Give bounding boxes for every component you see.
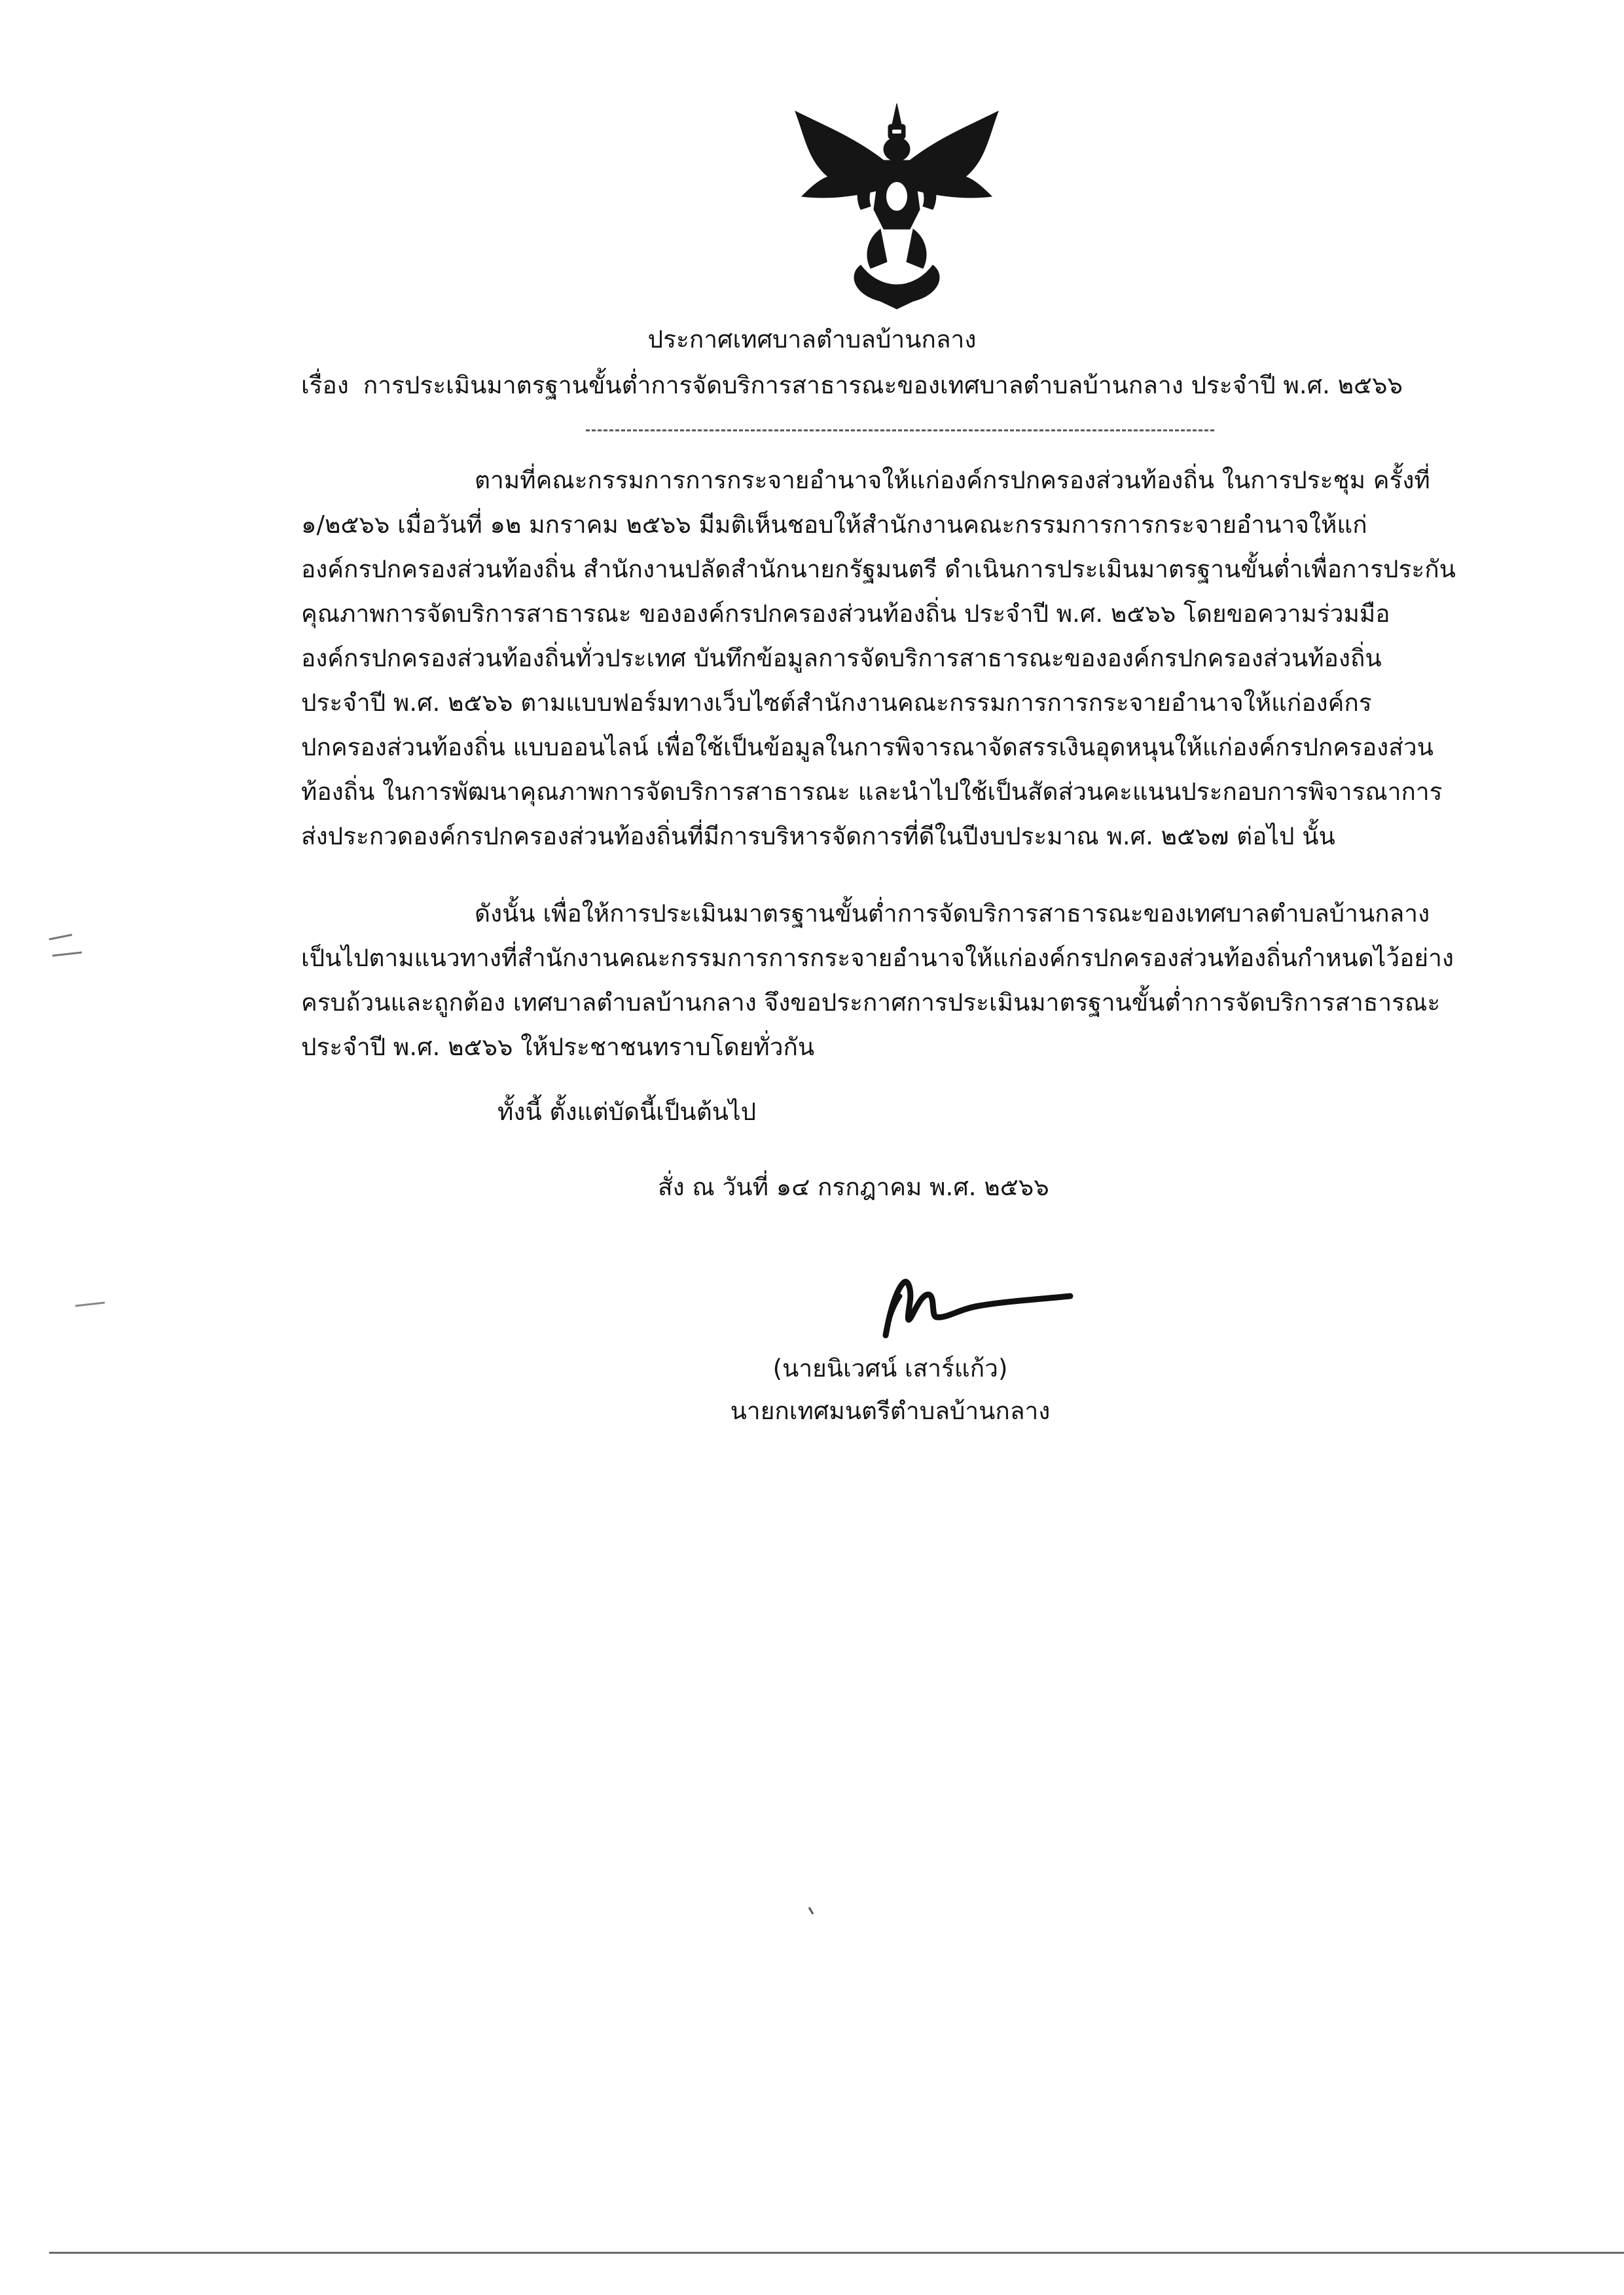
paragraph-1-line: องค์กรปกครองส่วนท้องถิ่นทั่วประเทศ บันทึกข้อมูลการจัดบริการสาธารณะขององค์กรปกครองส่วนท้องถิ่น xyxy=(301,644,1382,672)
subject-line xyxy=(157,370,1499,401)
paragraph-1-line: ๑/๒๕๖๖ เมื่อวันที่ ๑๒ มกราคม ๒๕๖๖ มีมติเห็นชอบให้สำนักงานคณะกรรมการการกระจายอำนาจให้แก่ xyxy=(301,511,1367,539)
paragraph-2-line: ดังนั้น เพื่อให้การประเมินมาตรฐานขั้นต่ำการจัดบริการสาธารณะของเทศบาลตำบลบ้านกลาง xyxy=(475,899,1430,928)
paragraph-2-line: เป็นไปตามแนวทางที่สำนักงานคณะกรรมการการกระจายอำนาจให้แก่องค์กรปกครองส่วนท้องถิ่นกำหนดไว้อย่าง xyxy=(301,944,1454,972)
paragraph-2-line: ครบถ้วนและถูกต้อง เทศบาลตำบลบ้านกลาง จึงขอประกาศการประเมินมาตรฐานขั้นต่ำการจัดบริการสาธารณะ xyxy=(301,988,1441,1017)
paragraph-1-line: ตามที่คณะกรรมการการกระจายอำนาจให้แก่องค์กรปกครองส่วนท้องถิ่น ในการประชุม ครั้งที่ xyxy=(475,466,1430,494)
scan-artifact xyxy=(805,1905,818,1918)
paragraph-1-line: ท้องถิ่น ในการพัฒนาคุณภาพการจัดบริการสาธารณะ และนำไปใช้เป็นสัดส่วนคะแนนประกอบการพิจารณาการ xyxy=(301,778,1443,806)
paragraph-1-line: องค์กรปกครองส่วนท้องถิ่น สำนักงานปลัดสำนักนายกรัฐมนตรี ดำเนินการประเมินมาตรฐานขั้นต่ำเพื่อการประกัน xyxy=(301,555,1456,583)
paragraph-1-line: คุณภาพการจัดบริการสาธารณะ ขององค์กรปกครองส่วนท้องถิ่น ประจำปี พ.ศ. ๒๕๖๖ โดยขอความร่วมมือ xyxy=(301,600,1390,628)
document-body xyxy=(301,458,1492,1070)
page-bottom-edge xyxy=(49,2252,1624,2254)
subject-text: การประเมินมาตรฐานขั้นต่ำการจัดบริการสาธารณะของเทศบาลตำบลบ้านกลาง ประจำปี พ.ศ. ๒๕๖๖ xyxy=(363,371,1403,399)
paragraph-1-line: ประจำปี พ.ศ. ๒๕๖๖ ตามแบบฟอร์มทางเว็บไซต์สำนักงานคณะกรรมการการกระจายอำนาจให้แก่องค์กร xyxy=(301,689,1372,717)
handwritten-signature xyxy=(874,1270,1083,1342)
paragraph-1-line: ส่งประกวดองค์กรปกครองส่วนท้องถิ่นที่มีการบริหารจัดการที่ดีในปีงบประมาณ พ.ศ. ๒๕๖๗ ต่อไป นั้น xyxy=(301,822,1335,850)
title-divider xyxy=(586,429,1214,431)
signer-position: นายกเทศมนตรีตำบลบ้านกลาง xyxy=(730,1397,1051,1425)
effective-clause: ทั้งนี้ ตั้งแต่บัดนี้เป็นต้นไป xyxy=(497,1098,757,1126)
given-date: สั่ง ณ วันที่ ๑๔ กรกฎาคม พ.ศ. ๒๕๖๖ xyxy=(658,1173,1049,1201)
signer-name: (นายนิเวศน์ เสาร์แก้ว) xyxy=(772,1354,1008,1382)
paragraph-1-line: ปกครองส่วนท้องถิ่น แบบออนไลน์ เพื่อใช้เป็นข้อมูลในการพิจารณาจัดสรรเงินอุดหนุนให้แก่องค์กรปกครองส่วน xyxy=(301,733,1434,761)
paragraph-2-line: ประจำปี พ.ศ. ๒๕๖๖ ให้ประชาชนทราบโดยทั่วกัน xyxy=(301,1033,815,1061)
subject-label: เรื่อง xyxy=(301,371,349,399)
scan-artifact xyxy=(72,1296,111,1316)
garuda-emblem xyxy=(782,98,1011,314)
scan-artifact xyxy=(46,930,98,969)
announcement-title: ประกาศเทศบาลตำบลบ้านกลาง xyxy=(647,325,977,353)
